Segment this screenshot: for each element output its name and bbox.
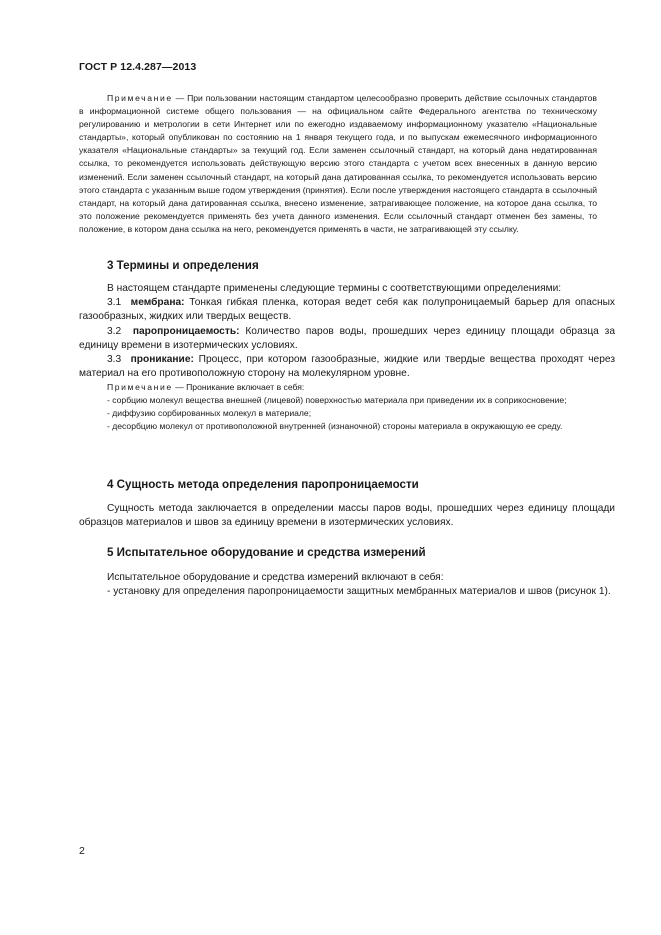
note-item: - диффузию сорбированных молекул в материале; xyxy=(107,407,312,418)
term-3-1: 3.1 мембрана: Тонкая гибкая пленка, которая ведет себя как полупроницаемый барьер для опасных газообразных, жидких или твердых веществ. xyxy=(79,297,615,323)
section-3-note xyxy=(79,381,615,433)
section-4-body xyxy=(79,502,615,530)
section-3-intro: В настоящем стандарте применены следующие термины с соответствующими определениями: xyxy=(107,283,562,294)
term-name: паропроницаемость: xyxy=(132,325,240,337)
term-definition: Тонкая гибкая пленка, которая ведет себя как полупроницаемый барьер для опасных газообразных, жидких или твердых веществ. xyxy=(79,297,615,323)
term-definition: Количество паров воды, прошедших через единицу площади образца за единицу времени в изотермических условиях. xyxy=(79,325,615,351)
term-name: мембрана: xyxy=(130,297,185,309)
section-5-item: - установку для определения паропроницаемости защитных мембранных материалов и швов (рисунок 1). xyxy=(107,586,611,598)
references-note xyxy=(79,92,597,236)
term-definition: Процесс, при котором газообразные, жидкие или твердые вещества проходят через материал на его противоположную сторону на молекулярном уровне. xyxy=(79,354,615,380)
section-4-text: Сущность метода заключается в определении массы паров воды, прошедших через единицу площади образцов материалов и швов за единицу времени в изотермических условиях. xyxy=(79,503,615,529)
note-text: — При пользовании настоящим стандартом целесообразно проверить действие ссылочных стандартов в информационной системе общего пользования — на официальном сайте Федерального агентства по техническому регулированию и метрологии в сети Интернет или по ежегодно издаваемому информационному указателю «Национальные стандарты», который опубликован по состоянию на 1 января текущего года, и по выпускам ежемесячного информационного указателя «Национальные стандарты» за текущий год. Если заменен ссылочный стандарт, на который дана недатированная ссылка, то рекомендуется использовать действующую версию этого стандарта с учетом всех внесенных в данную версию изменений. Если заменен ссылочный стандарт, на который дана датированная ссылка, то рекомендуется использовать версию этого стандарта с указанным выше годом утверждения (принятия). Если после утверждения настоящего стандарта в ссылочный стандарт, на который дана датированная ссылка, внесено изменение, затрагивающее положение, на которое дана ссылка, то это положение рекомендуется применять без учета данного изменения. Если ссылочный стандарт отменен без замены, то положение, в котором дана ссылка на него, рекомендуется применять в части, не затрагивающей эту ссылку. xyxy=(79,93,597,234)
note-item: - сорбцию молекул вещества внешней (лицевой) поверхностью материала при приведении их в соприкосновение; xyxy=(107,394,567,405)
section-3-title: 3 Термины и определения xyxy=(107,259,259,272)
page-number: 2 xyxy=(79,845,85,857)
note-label: Примечание xyxy=(107,93,173,103)
section-5-body xyxy=(79,571,615,599)
note-label: Примечание xyxy=(107,382,173,392)
section-4-title: 4 Сущность метода определения паропроницаемости xyxy=(107,478,419,491)
term-3-2: 3.2 паропроницаемость: Количество паров воды, прошедших через единицу площади образца за единицу времени в изотермических условиях. xyxy=(79,325,615,351)
term-name: проникание: xyxy=(130,354,194,366)
section-3-body xyxy=(79,282,615,381)
note-text: — Проникание включает в себя: xyxy=(172,382,305,392)
section-5-title: 5 Испытательное оборудование и средства измерений xyxy=(107,546,426,559)
section-5-intro: Испытательное оборудование и средства измерений включают в себя: xyxy=(107,572,444,583)
note-item: - десорбцию молекул от противоположной внутренней (изнаночной) стороны материала в окружающую ее среду. xyxy=(107,420,563,431)
document-header: ГОСТ Р 12.4.287—2013 xyxy=(79,61,197,73)
term-3-3: 3.3 проникание: Процесс, при котором газообразные, жидкие или твердые вещества проходят через материал на его противоположную сторону на молекулярном уровне. xyxy=(79,354,615,380)
